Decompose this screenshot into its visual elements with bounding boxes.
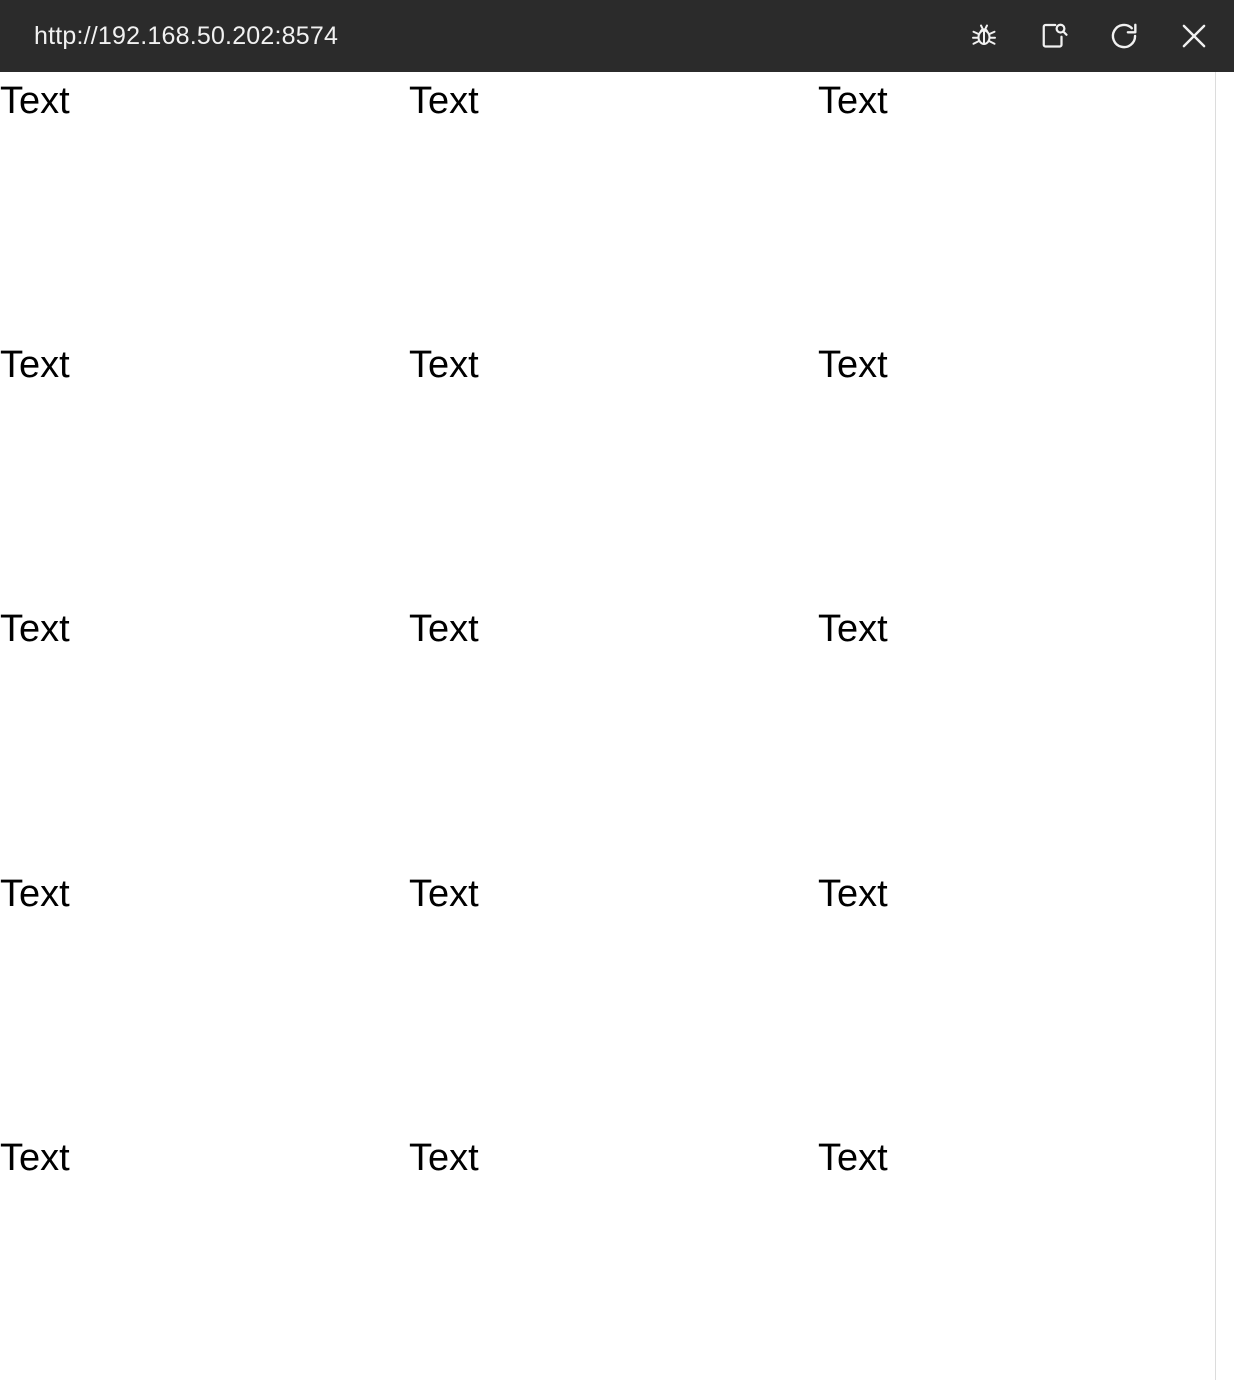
text-cell: Text — [0, 80, 70, 122]
text-cell: Text — [409, 873, 479, 915]
page-viewport — [0, 72, 1234, 1380]
reload-icon[interactable] — [1102, 14, 1146, 58]
text-cell: Text — [409, 1137, 479, 1179]
text-cell: Text — [818, 1137, 888, 1179]
text-cell: Text — [0, 1137, 70, 1179]
inspect-page-icon[interactable] — [1032, 14, 1076, 58]
close-icon[interactable] — [1172, 14, 1216, 58]
url-text[interactable]: http://192.168.50.202:8574 — [34, 21, 339, 50]
titlebar-actions — [962, 14, 1216, 58]
text-cell: Text — [409, 344, 479, 386]
text-cell: Text — [0, 608, 70, 650]
text-cell: Text — [818, 344, 888, 386]
text-cell: Text — [818, 873, 888, 915]
debug-icon[interactable] — [962, 14, 1006, 58]
text-cell: Text — [409, 608, 479, 650]
text-cell: Text — [818, 80, 888, 122]
text-cell: Text — [409, 80, 479, 122]
text-cell: Text — [0, 873, 70, 915]
browser-titlebar — [0, 0, 1234, 72]
vertical-scrollbar[interactable] — [1215, 72, 1234, 1380]
page-content — [0, 72, 1215, 1380]
text-cell: Text — [0, 344, 70, 386]
text-cell: Text — [818, 608, 888, 650]
